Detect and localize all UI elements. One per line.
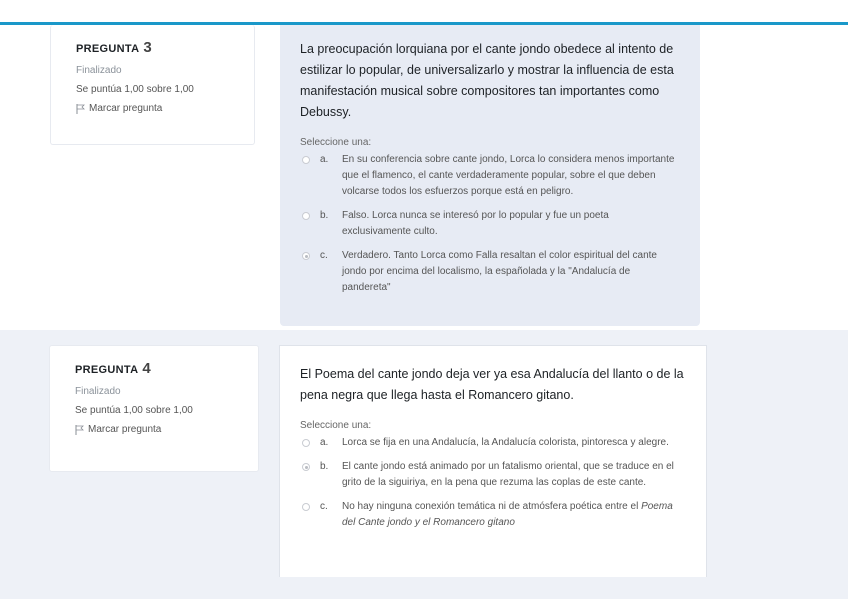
answer-text: Lorca se fija en una Andalucía, la Andalucía colorista, pintoresca y alegre. <box>342 437 669 448</box>
radio-button-selected[interactable] <box>302 463 310 471</box>
answer-letter: b. <box>320 210 329 221</box>
question-content-3 <box>280 25 700 326</box>
answer-option-c[interactable] <box>300 499 686 531</box>
answer-option-a[interactable] <box>300 152 680 200</box>
question-grade: Se puntúa 1,00 sobre 1,00 <box>75 405 193 416</box>
flag-icon <box>75 425 84 435</box>
question-text: La preocupación lorquiana por el cante jondo obedece al intento de estilizar lo popular, de universalizarlo y mostrar la influencia de esta manifestación musical sobre compositores tan importantes como Debussy. <box>300 42 674 119</box>
question-text: El Poema del cante jondo deja ver ya esa Andalucía del llanto o de la pena negra que llega hasta el Romancero gitano. <box>300 367 684 402</box>
answer-list <box>300 152 680 296</box>
answer-letter: a. <box>320 437 329 448</box>
flag-question-link[interactable] <box>75 424 258 435</box>
radio-button[interactable] <box>302 212 310 220</box>
question-title <box>76 39 254 57</box>
radio-button[interactable] <box>302 156 310 164</box>
question-content-4 <box>279 345 707 577</box>
question-title <box>75 360 258 378</box>
question-info-4 <box>49 345 259 472</box>
question-state: Finalizado <box>76 65 122 76</box>
answer-option-c[interactable] <box>300 248 680 296</box>
answer-text: Falso. Lorca nunca se interesó por lo popular y fue un poeta exclusivamente culto. <box>342 210 609 237</box>
flag-question-label: Marcar pregunta <box>88 424 162 435</box>
question-state: Finalizado <box>75 386 121 397</box>
answer-text-italic: Poema del Cante jondo y el Romancero gitano <box>342 501 673 528</box>
answer-text: En su conferencia sobre cante jondo, Lorca lo considera menos importante que el flamenco, el cante verdaderamente popular, sobre el que deben volcarse todos los esfuerzos porque está en peligro. <box>342 154 675 197</box>
top-bar <box>0 0 848 24</box>
answer-prompt: Seleccione una: <box>300 137 372 148</box>
flag-question-label: Marcar pregunta <box>89 103 163 114</box>
question-label: PREGUNTA <box>76 43 140 55</box>
radio-button-selected[interactable] <box>302 252 310 260</box>
answer-text-prefix: No hay ninguna conexión temática ni de atmósfera poética entre el <box>342 501 639 512</box>
question-label: PREGUNTA <box>75 364 139 376</box>
answer-text: Verdadero. Tanto Lorca como Falla resaltan el color espiritual del cante jondo por encima del localismo, la españolada y la "Andalucía de pandereta" <box>342 250 657 293</box>
answer-text <box>342 499 686 531</box>
question-info-3 <box>50 25 255 145</box>
answer-letter: c. <box>320 501 328 512</box>
answer-option-b[interactable] <box>300 459 686 491</box>
radio-button[interactable] <box>302 439 310 447</box>
answer-option-a[interactable] <box>300 435 686 451</box>
radio-button[interactable] <box>302 503 310 511</box>
question-grade: Se puntúa 1,00 sobre 1,00 <box>76 84 194 95</box>
answer-letter: b. <box>320 461 329 472</box>
answer-text: El cante jondo está animado por un fatalismo oriental, que se traduce en el grito de la siguiriya, en la pena que rezuma las coplas de este cante. <box>342 461 674 488</box>
flag-icon <box>76 104 85 114</box>
question-number: 4 <box>142 360 151 377</box>
answer-prompt: Seleccione una: <box>300 420 372 431</box>
answer-list <box>300 435 686 531</box>
question-number: 3 <box>143 39 152 56</box>
answer-letter: a. <box>320 154 329 165</box>
answer-option-b[interactable] <box>300 208 680 240</box>
flag-question-link[interactable] <box>76 103 254 114</box>
answer-letter: c. <box>320 250 328 261</box>
